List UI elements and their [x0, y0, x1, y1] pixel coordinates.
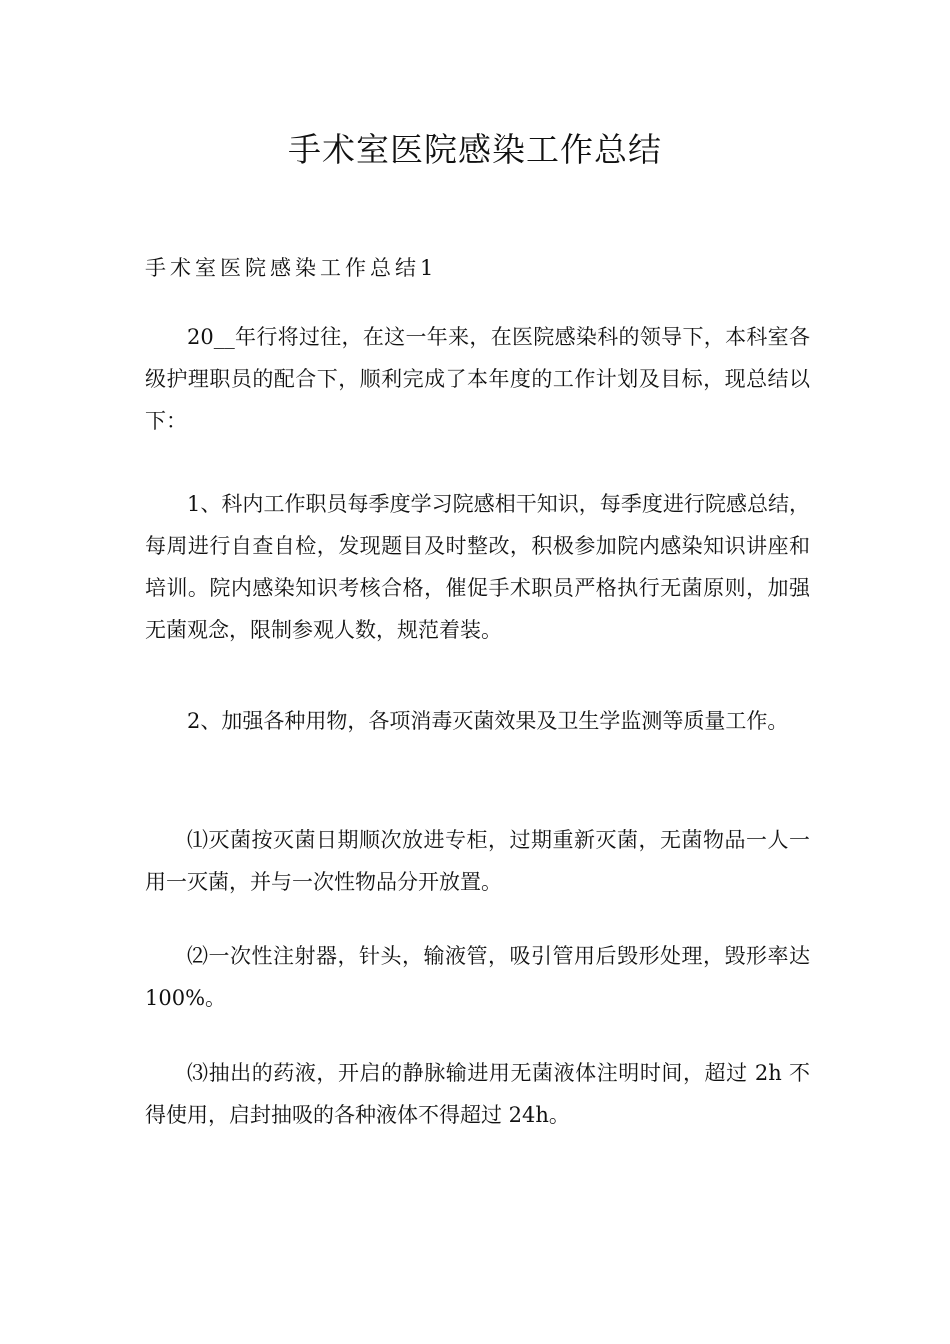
paragraph-subitem-1: ⑴灭菌按灭菌日期顺次放进专柜，过期重新灭菌，无菌物品一人一用一灭菌，并与一次性物品分开放置。: [145, 828, 810, 894]
paragraph-intro: 20__年行将过往，在这一年来，在医院感染科的领导下，本科室各级护理职员的配合下，顺利完成了本年度的工作计划及目标，现总结以下：: [145, 325, 810, 433]
section-heading: 手术室医院感染工作总结1: [145, 256, 438, 280]
paragraph-item-1: 1、科内工作职员每季度学习院感相干知识，每季度进行院感总结，每周进行自查自检，发现题目及时整改，积极参加院内感染知识讲座和培训。院内感染知识考核合格，催促手术职员严格执行无菌原则，加强无菌观念，限制参观人数，规范着装。: [145, 492, 810, 642]
document-title: 手术室医院感染工作总结: [288, 130, 662, 169]
paragraph-item-2: 2、加强各种用物，各项消毒灭菌效果及卫生学监测等质量工作。: [187, 709, 789, 733]
paragraph-subitem-2: ⑵一次性注射器，针头，输液管，吸引管用后毁形处理，毁形率达 100%。: [145, 944, 810, 1010]
paragraph-subitem-3: ⑶抽出的药液，开启的静脉输进用无菌液体注明时间，超过 2h 不得使用，启封抽吸的各种液体不得超过 24h。: [145, 1061, 810, 1127]
